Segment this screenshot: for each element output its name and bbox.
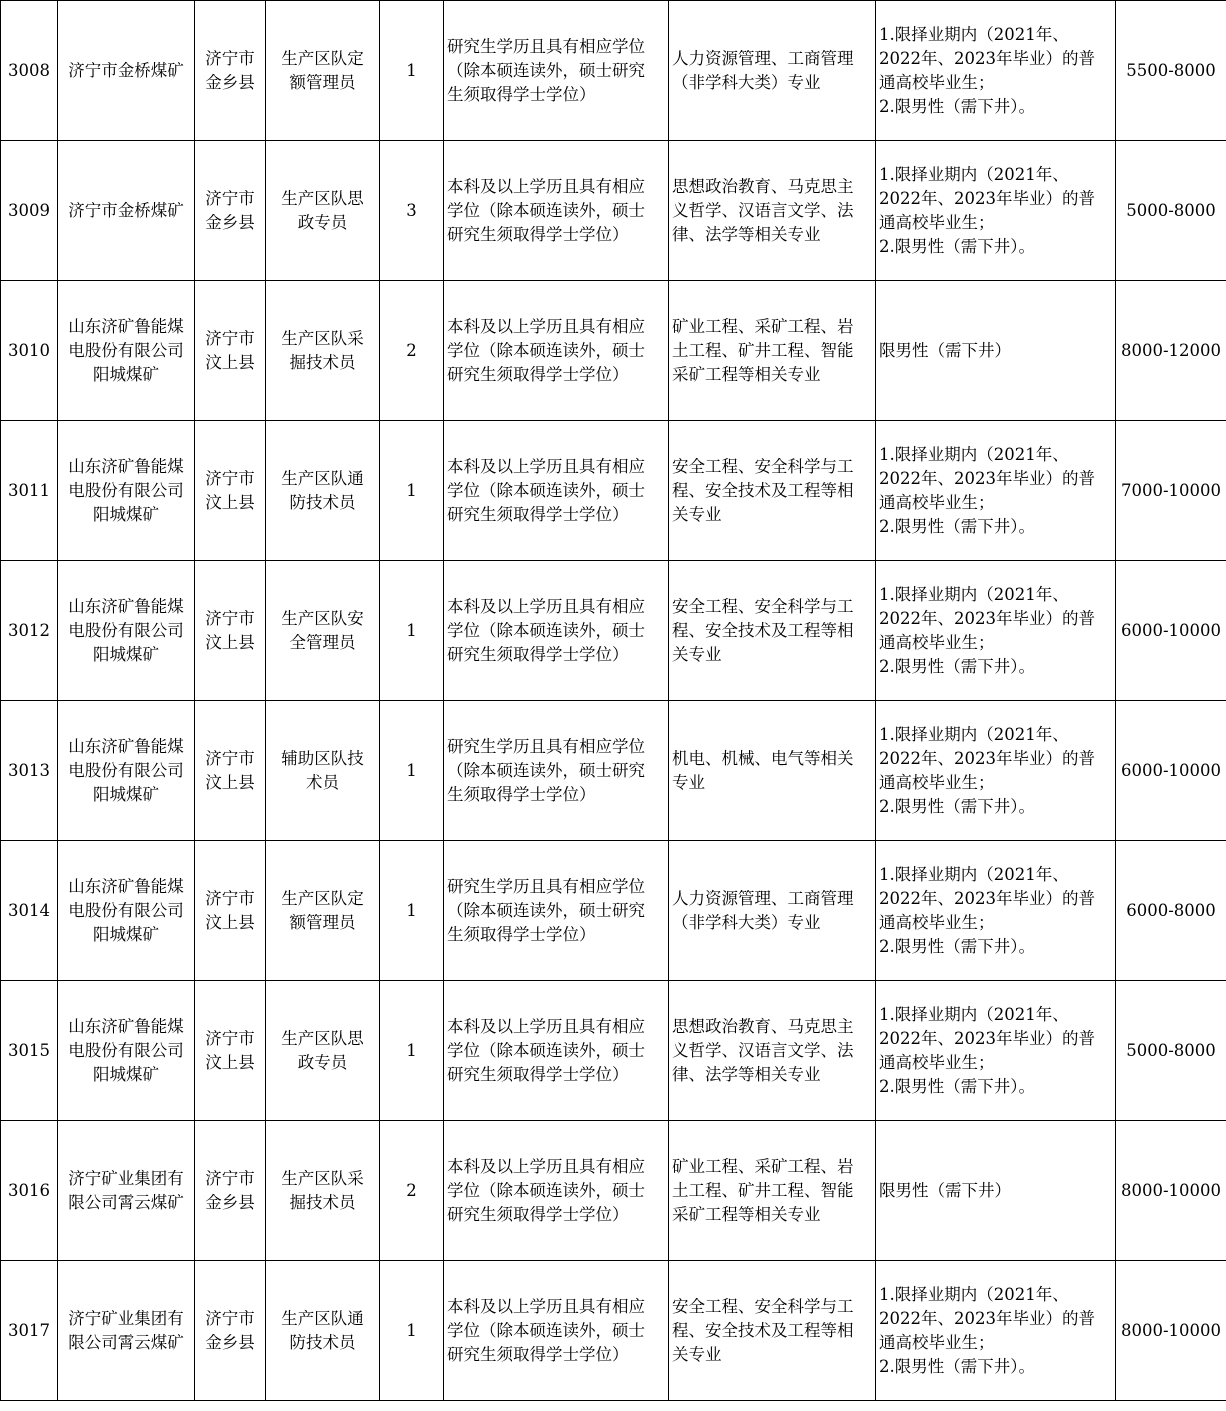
major-cell <box>669 421 876 561</box>
employer-line: 电股份有限公司 <box>68 760 184 780</box>
requirement-line: 通高校毕业生； <box>879 1052 995 1072</box>
major-line: 关专业 <box>672 504 722 524</box>
requirement-line: 2022年、2023年毕业）的普 <box>879 608 1095 628</box>
headcount-cell: 2 <box>380 1121 444 1261</box>
position-name-cell <box>266 1 380 141</box>
major-line: 土工程、矿井工程、智能 <box>672 1180 854 1200</box>
position-code-cell: 3011 <box>1 421 58 561</box>
employer-line: 阳城煤矿 <box>93 924 159 944</box>
requirement-cell <box>876 141 1116 281</box>
position-code-cell: 3013 <box>1 701 58 841</box>
major-line: 思想政治教育、马克思主 <box>672 176 854 196</box>
requirement-line: 通高校毕业生； <box>879 772 995 792</box>
education-line: 学位（除本硕连读外，硕士 <box>447 1320 645 1340</box>
education-line: 学位（除本硕连读外，硕士 <box>447 340 645 360</box>
salary-cell: 6000-8000 <box>1116 841 1226 981</box>
position-name-line: 术员 <box>306 772 339 792</box>
employer-line: 电股份有限公司 <box>68 480 184 500</box>
major-line: 思想政治教育、马克思主 <box>672 1016 854 1036</box>
location-cell <box>195 1 266 141</box>
requirement-cell <box>876 981 1116 1121</box>
location-line: 汶上县 <box>205 352 255 372</box>
major-line: 义哲学、汉语言文学、法 <box>672 200 854 220</box>
requirement-line: 2022年、2023年毕业）的普 <box>879 48 1095 68</box>
education-cell <box>444 1 669 141</box>
headcount-cell: 1 <box>380 561 444 701</box>
table-body <box>1 1 1226 1401</box>
education-line: 学位（除本硕连读外，硕士 <box>447 480 645 500</box>
major-cell <box>669 1121 876 1261</box>
headcount-cell: 2 <box>380 281 444 421</box>
requirement-line: 1.限择业期内（2021年、 <box>879 164 1069 184</box>
major-cell <box>669 981 876 1121</box>
major-cell <box>669 1 876 141</box>
major-line: 机电、机械、电气等相关 <box>672 748 854 768</box>
location-line: 济宁市 <box>205 1308 255 1328</box>
position-name-line: 生产区队通 <box>281 1308 364 1328</box>
position-code-cell: 3010 <box>1 281 58 421</box>
salary-cell: 8000-12000 <box>1116 281 1226 421</box>
employer-line: 阳城煤矿 <box>93 784 159 804</box>
major-line: 义哲学、汉语言文学、法 <box>672 1040 854 1060</box>
education-line: （除本硕连读外，硕士研究 <box>447 760 645 780</box>
major-cell <box>669 701 876 841</box>
major-line: 采矿工程等相关专业 <box>672 364 821 384</box>
education-cell <box>444 1121 669 1261</box>
employer-line: 山东济矿鲁能煤 <box>68 876 184 896</box>
table-row <box>1 981 1226 1121</box>
headcount-cell: 3 <box>380 141 444 281</box>
position-code-cell: 3015 <box>1 981 58 1121</box>
employer-line: 电股份有限公司 <box>68 900 184 920</box>
education-cell <box>444 701 669 841</box>
education-line: 研究生须取得学士学位） <box>447 364 629 384</box>
employer-line: 阳城煤矿 <box>93 364 159 384</box>
requirement-line: 1.限择业期内（2021年、 <box>879 724 1069 744</box>
position-name-line: 额管理员 <box>289 912 356 932</box>
education-line: 本科及以上学历且具有相应 <box>447 1016 645 1036</box>
requirement-line: 2022年、2023年毕业）的普 <box>879 188 1095 208</box>
major-line: 采矿工程等相关专业 <box>672 1204 821 1224</box>
position-name-line: 政专员 <box>297 212 348 232</box>
requirement-cell <box>876 561 1116 701</box>
position-name-cell <box>266 981 380 1121</box>
position-name-cell <box>266 701 380 841</box>
position-name-cell <box>266 1261 380 1401</box>
education-line: 本科及以上学历且具有相应 <box>447 1296 645 1316</box>
location-cell <box>195 281 266 421</box>
location-line: 济宁市 <box>205 188 255 208</box>
headcount-cell: 1 <box>380 981 444 1121</box>
location-line: 济宁市 <box>205 748 255 768</box>
salary-cell: 5000-8000 <box>1116 981 1226 1121</box>
position-name-line: 政专员 <box>297 1052 348 1072</box>
salary-cell: 7000-10000 <box>1116 421 1226 561</box>
education-line: 研究生须取得学士学位） <box>447 1204 629 1224</box>
salary-cell: 8000-10000 <box>1116 1261 1226 1401</box>
requirement-line: 1.限择业期内（2021年、 <box>879 864 1069 884</box>
education-line: 研究生须取得学士学位） <box>447 224 629 244</box>
requirement-line: 2.限男性（需下井）。 <box>879 656 1035 676</box>
major-line: （非学科大类）专业 <box>672 912 821 932</box>
location-line: 济宁市 <box>205 1168 255 1188</box>
employer-line: 阳城煤矿 <box>93 1064 159 1084</box>
requirement-line: 2.限男性（需下井）。 <box>879 936 1035 956</box>
table-row <box>1 281 1226 421</box>
location-cell <box>195 701 266 841</box>
employer-line: 限公司霄云煤矿 <box>68 1192 184 1212</box>
education-line: 本科及以上学历且具有相应 <box>447 1156 645 1176</box>
requirement-line: 通高校毕业生； <box>879 912 995 932</box>
location-line: 金乡县 <box>205 1192 255 1212</box>
employer-cell <box>58 701 195 841</box>
position-name-cell <box>266 1121 380 1261</box>
education-line: 学位（除本硕连读外，硕士 <box>447 1180 645 1200</box>
major-line: 程、安全技术及工程等相 <box>672 620 854 640</box>
position-name-line: 生产区队思 <box>281 1028 364 1048</box>
location-cell <box>195 421 266 561</box>
education-cell <box>444 281 669 421</box>
employer-cell <box>58 561 195 701</box>
position-name-line: 全管理员 <box>289 632 356 652</box>
requirement-line: 限男性（需下井） <box>879 1180 1011 1200</box>
requirement-line: 通高校毕业生； <box>879 1332 995 1352</box>
location-line: 济宁市 <box>205 328 255 348</box>
major-cell <box>669 281 876 421</box>
location-line: 济宁市 <box>205 1028 255 1048</box>
employer-line: 济宁矿业集团有 <box>68 1168 184 1188</box>
requirement-line: 1.限择业期内（2021年、 <box>879 1004 1069 1024</box>
position-name-line: 防技术员 <box>289 1332 356 1352</box>
location-line: 济宁市 <box>205 608 255 628</box>
position-name-cell <box>266 281 380 421</box>
education-cell <box>444 421 669 561</box>
employer-cell <box>58 1121 195 1261</box>
major-line: 安全工程、安全科学与工 <box>672 596 854 616</box>
major-cell <box>669 141 876 281</box>
employer-line: 山东济矿鲁能煤 <box>68 736 184 756</box>
position-code-cell: 3009 <box>1 141 58 281</box>
table-row <box>1 1261 1226 1401</box>
education-line: 本科及以上学历且具有相应 <box>447 176 645 196</box>
education-line: 研究生须取得学士学位） <box>447 1064 629 1084</box>
position-name-line: 生产区队思 <box>281 188 364 208</box>
education-line: 本科及以上学历且具有相应 <box>447 316 645 336</box>
education-line: 研究生学历且具有相应学位 <box>447 36 645 56</box>
employer-line: 限公司霄云煤矿 <box>68 1332 184 1352</box>
location-cell <box>195 981 266 1121</box>
employer-line: 阳城煤矿 <box>93 644 159 664</box>
position-name-line: 生产区队采 <box>281 328 364 348</box>
requirement-cell <box>876 1121 1116 1261</box>
position-name-cell <box>266 421 380 561</box>
requirement-line: 1.限择业期内（2021年、 <box>879 24 1069 44</box>
location-line: 济宁市 <box>205 888 255 908</box>
education-line: 学位（除本硕连读外，硕士 <box>447 1040 645 1060</box>
position-name-cell <box>266 141 380 281</box>
employer-line: 济宁市金桥煤矿 <box>68 60 184 80</box>
education-line: 生须取得学士学位） <box>447 84 596 104</box>
education-line: 研究生学历且具有相应学位 <box>447 736 645 756</box>
position-code-cell: 3012 <box>1 561 58 701</box>
position-name-cell <box>266 561 380 701</box>
table-row <box>1 141 1226 281</box>
education-line: 生须取得学士学位） <box>447 924 596 944</box>
requirement-line: 2022年、2023年毕业）的普 <box>879 468 1095 488</box>
position-code-cell: 3014 <box>1 841 58 981</box>
education-line: （除本硕连读外，硕士研究 <box>447 900 645 920</box>
major-line: 关专业 <box>672 1344 722 1364</box>
requirement-line: 2.限男性（需下井）。 <box>879 1076 1035 1096</box>
salary-cell: 5000-8000 <box>1116 141 1226 281</box>
employer-cell <box>58 421 195 561</box>
location-line: 济宁市 <box>205 48 255 68</box>
table-row <box>1 701 1226 841</box>
employer-cell <box>58 841 195 981</box>
employer-line: 电股份有限公司 <box>68 620 184 640</box>
employer-line: 阳城煤矿 <box>93 504 159 524</box>
requirement-cell <box>876 841 1116 981</box>
position-name-line: 生产区队定 <box>281 888 364 908</box>
education-line: 生须取得学士学位） <box>447 784 596 804</box>
location-line: 金乡县 <box>205 212 255 232</box>
employer-cell <box>58 141 195 281</box>
requirement-line: 限男性（需下井） <box>879 340 1011 360</box>
location-cell <box>195 1261 266 1401</box>
employer-line: 山东济矿鲁能煤 <box>68 1016 184 1036</box>
table-row <box>1 1 1226 141</box>
requirement-cell <box>876 701 1116 841</box>
salary-cell: 5500-8000 <box>1116 1 1226 141</box>
employer-line: 电股份有限公司 <box>68 340 184 360</box>
headcount-cell: 1 <box>380 421 444 561</box>
table-row <box>1 841 1226 981</box>
employer-cell <box>58 281 195 421</box>
employer-line: 济宁矿业集团有 <box>68 1308 184 1328</box>
requirement-cell <box>876 421 1116 561</box>
education-cell <box>444 841 669 981</box>
position-code-cell: 3017 <box>1 1261 58 1401</box>
requirement-cell <box>876 1 1116 141</box>
major-cell <box>669 1261 876 1401</box>
location-line: 汶上县 <box>205 632 255 652</box>
requirement-line: 2022年、2023年毕业）的普 <box>879 1028 1095 1048</box>
location-line: 金乡县 <box>205 72 255 92</box>
requirement-line: 2.限男性（需下井）。 <box>879 1356 1035 1376</box>
requirement-line: 1.限择业期内（2021年、 <box>879 584 1069 604</box>
position-name-line: 额管理员 <box>289 72 356 92</box>
employer-line: 电股份有限公司 <box>68 1040 184 1060</box>
major-line: 专业 <box>672 772 705 792</box>
location-line: 金乡县 <box>205 1332 255 1352</box>
major-line: 程、安全技术及工程等相 <box>672 1320 854 1340</box>
position-name-line: 掘技术员 <box>289 1192 356 1212</box>
requirement-cell <box>876 281 1116 421</box>
major-line: 程、安全技术及工程等相 <box>672 480 854 500</box>
major-line: 人力资源管理、工商管理 <box>672 48 854 68</box>
education-cell <box>444 561 669 701</box>
location-cell <box>195 1121 266 1261</box>
table-row <box>1 561 1226 701</box>
major-line: 矿业工程、采矿工程、岩 <box>672 316 854 336</box>
major-line: 律、法学等相关专业 <box>672 1064 821 1084</box>
major-line: （非学科大类）专业 <box>672 72 821 92</box>
major-cell <box>669 561 876 701</box>
salary-cell: 6000-10000 <box>1116 701 1226 841</box>
employer-line: 山东济矿鲁能煤 <box>68 316 184 336</box>
major-line: 人力资源管理、工商管理 <box>672 888 854 908</box>
education-line: 本科及以上学历且具有相应 <box>447 596 645 616</box>
position-name-line: 掘技术员 <box>289 352 356 372</box>
education-line: 本科及以上学历且具有相应 <box>447 456 645 476</box>
table-row <box>1 421 1226 561</box>
location-cell <box>195 841 266 981</box>
salary-cell: 6000-10000 <box>1116 561 1226 701</box>
employer-cell <box>58 981 195 1121</box>
location-cell <box>195 561 266 701</box>
requirement-line: 通高校毕业生； <box>879 212 995 232</box>
headcount-cell: 1 <box>380 701 444 841</box>
position-name-line: 辅助区队技 <box>281 748 364 768</box>
position-name-line: 生产区队通 <box>281 468 364 488</box>
major-line: 关专业 <box>672 644 722 664</box>
education-cell <box>444 141 669 281</box>
requirement-line: 2.限男性（需下井）。 <box>879 236 1035 256</box>
employer-line: 山东济矿鲁能煤 <box>68 596 184 616</box>
position-name-cell <box>266 841 380 981</box>
requirement-line: 2.限男性（需下井）。 <box>879 796 1035 816</box>
requirement-cell <box>876 1261 1116 1401</box>
position-name-line: 生产区队定 <box>281 48 364 68</box>
position-name-line: 生产区队安 <box>281 608 364 628</box>
major-line: 安全工程、安全科学与工 <box>672 1296 854 1316</box>
location-line: 济宁市 <box>205 468 255 488</box>
requirement-line: 2022年、2023年毕业）的普 <box>879 748 1095 768</box>
employer-line: 济宁市金桥煤矿 <box>68 200 184 220</box>
location-line: 汶上县 <box>205 912 255 932</box>
headcount-cell: 1 <box>380 841 444 981</box>
requirement-line: 1.限择业期内（2021年、 <box>879 1284 1069 1304</box>
education-line: 学位（除本硕连读外，硕士 <box>447 200 645 220</box>
education-cell <box>444 1261 669 1401</box>
position-name-line: 防技术员 <box>289 492 356 512</box>
major-line: 土工程、矿井工程、智能 <box>672 340 854 360</box>
education-line: 研究生须取得学士学位） <box>447 1344 629 1364</box>
table-row <box>1 1121 1226 1261</box>
requirement-line: 2.限男性（需下井）。 <box>879 96 1035 116</box>
requirement-line: 2.限男性（需下井）。 <box>879 516 1035 536</box>
headcount-cell: 1 <box>380 1 444 141</box>
headcount-cell: 1 <box>380 1261 444 1401</box>
location-line: 汶上县 <box>205 772 255 792</box>
major-line: 矿业工程、采矿工程、岩 <box>672 1156 854 1176</box>
requirement-line: 1.限择业期内（2021年、 <box>879 444 1069 464</box>
major-line: 律、法学等相关专业 <box>672 224 821 244</box>
education-line: 研究生须取得学士学位） <box>447 644 629 664</box>
education-cell <box>444 981 669 1121</box>
requirement-line: 通高校毕业生； <box>879 492 995 512</box>
position-code-cell: 3016 <box>1 1121 58 1261</box>
employer-cell <box>58 1 195 141</box>
location-cell <box>195 141 266 281</box>
salary-cell: 8000-10000 <box>1116 1121 1226 1261</box>
employer-line: 山东济矿鲁能煤 <box>68 456 184 476</box>
employer-cell <box>58 1261 195 1401</box>
location-line: 汶上县 <box>205 1052 255 1072</box>
requirement-line: 2022年、2023年毕业）的普 <box>879 888 1095 908</box>
major-cell <box>669 841 876 981</box>
requirement-line: 2022年、2023年毕业）的普 <box>879 1308 1095 1328</box>
position-name-line: 生产区队采 <box>281 1168 364 1188</box>
position-code-cell: 3008 <box>1 1 58 141</box>
location-line: 汶上县 <box>205 492 255 512</box>
requirement-line: 通高校毕业生； <box>879 72 995 92</box>
education-line: （除本硕连读外，硕士研究 <box>447 60 645 80</box>
education-line: 学位（除本硕连读外，硕士 <box>447 620 645 640</box>
requirement-line: 通高校毕业生； <box>879 632 995 652</box>
major-line: 安全工程、安全科学与工 <box>672 456 854 476</box>
education-line: 研究生学历且具有相应学位 <box>447 876 645 896</box>
education-line: 研究生须取得学士学位） <box>447 504 629 524</box>
